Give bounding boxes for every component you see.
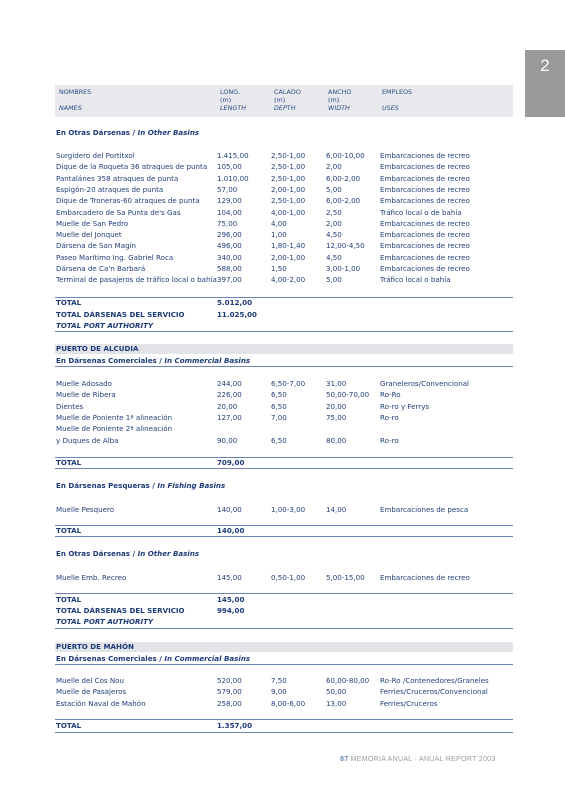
cell-name: Espigón-20 atraques de punta <box>56 184 164 194</box>
cell-depth: 4,00-2,00 <box>271 275 306 285</box>
divider <box>55 593 513 594</box>
cell-uses: Embarcaciones de pesca <box>380 505 469 514</box>
table-row <box>56 253 513 263</box>
cell-depth: 1,00-3,00 <box>271 505 306 514</box>
cell-width: 4,50 <box>326 252 342 262</box>
cell-uses: Tráfico local o de bahía <box>380 207 462 217</box>
cell-uses: Embarcaciones de recreo <box>380 151 470 160</box>
cell-depth: 1,50 <box>271 264 287 273</box>
table-row <box>56 390 513 400</box>
cell-uses: Graneleros/Convencional <box>380 379 470 388</box>
cell-length: 20,00 <box>217 401 238 411</box>
cell-uses: Ro-ro <box>380 435 399 445</box>
cell-name: Muelle de San Pedro <box>56 218 129 228</box>
cell-length: 1.010,00 <box>217 173 249 183</box>
cell-name: Terminal de pasajeros de tráfico local o bahía <box>56 275 217 285</box>
port-band-alcudia: PUERTO DE ALCUDIA <box>55 344 513 354</box>
page-footer <box>340 756 496 763</box>
total-service-row: TOTAL DÁRSENAS DEL SERVICIO 11.025,00 <box>56 310 257 319</box>
cell-name: Muelle Emb. Recreo <box>56 573 127 582</box>
section-other-basins: En Otras Dársenas / In Other Basins <box>56 128 200 137</box>
cell-width: 13,00 <box>326 698 347 708</box>
table-header <box>55 85 513 117</box>
cell-name: Pantalánes 358 atraques de punta <box>56 173 179 183</box>
cell-depth: 2,00-1,00 <box>271 252 306 262</box>
cell-depth: 8,00-6,00 <box>271 698 306 708</box>
cell-uses: Embarcaciones de recreo <box>380 252 470 262</box>
table-row <box>56 264 513 274</box>
header-names: NOMBRES NAMES <box>59 88 92 112</box>
cell-width: 14,00 <box>326 505 347 514</box>
cell-depth: 7,50 <box>271 676 287 685</box>
cell-length: 340,00 <box>217 252 242 262</box>
table-row <box>56 230 513 240</box>
table-row <box>56 379 513 389</box>
total-service-row: TOTAL DÁRSENAS DEL SERVICIO 994,00 <box>56 606 245 615</box>
cell-length: 104,00 <box>217 207 242 217</box>
header-length: LONG. (m) LENGTH <box>220 88 247 112</box>
cell-uses: Ferries/Cruceros <box>380 698 438 708</box>
cell-depth: 4,00 <box>271 218 287 228</box>
cell-width: 2,00 <box>326 218 342 228</box>
table-row <box>56 505 513 515</box>
cell-name: Muelle de Poniente 1ª alineación <box>56 412 173 422</box>
cell-depth: 4,00-1,00 <box>271 207 306 217</box>
cell-width: 5,00-15,00 <box>326 573 365 582</box>
total-row: TOTAL 1.357,00 <box>56 721 253 730</box>
cell-length: 244,00 <box>217 379 242 388</box>
cell-depth: 2,50-1,00 <box>271 196 306 206</box>
divider <box>55 468 513 469</box>
header-uses: EMPLEOS USES <box>382 88 413 112</box>
table-row <box>56 699 513 709</box>
cell-name: Surgidero del Portitxol <box>56 151 135 160</box>
cell-depth: 6,50 <box>271 390 287 400</box>
cell-width: 5,00 <box>326 275 342 285</box>
cell-width: 2,50 <box>326 207 342 217</box>
footer-text: MEMORIA ANUAL · ANUAL REPORT 2003 <box>350 756 496 763</box>
cell-uses: Embarcaciones de recreo <box>380 241 470 251</box>
cell-width: 6,00-2,00 <box>326 173 361 183</box>
port-band-mahon: PUERTO DE MAHÓN <box>55 642 513 652</box>
divider <box>55 719 513 720</box>
cell-uses: Ro-ro y Ferrys <box>380 401 430 411</box>
cell-uses: Embarcaciones de recreo <box>380 230 470 240</box>
header-width: ANCHO (m) WIDTH <box>328 88 352 112</box>
total-row: TOTAL 5.012,00 <box>56 298 253 307</box>
table-row <box>56 573 513 583</box>
table-row <box>56 676 513 686</box>
cell-uses: Ro-Ro /Contenedores/Graneles <box>380 676 489 685</box>
cell-length: 496,00 <box>217 241 242 251</box>
table-row <box>56 241 513 251</box>
table-row <box>56 162 513 172</box>
table-row <box>56 219 513 229</box>
total-row: TOTAL 709,00 <box>56 458 245 467</box>
cell-depth: 6,50 <box>271 401 287 411</box>
cell-uses: Ro-Ro <box>380 390 401 400</box>
total-row: TOTAL 140,00 <box>56 526 245 535</box>
cell-uses: Embarcaciones de recreo <box>380 162 470 172</box>
cell-uses: Embarcaciones de recreo <box>380 573 470 582</box>
table-row <box>56 687 513 697</box>
page-number: 87 <box>340 756 349 763</box>
chapter-number: 2 <box>540 56 550 75</box>
section-commercial-basins: En Dársenas Comerciales / In Commercial Basins <box>56 356 251 365</box>
cell-depth: 2,00-1,00 <box>271 184 306 194</box>
divider <box>55 628 513 629</box>
total-row: TOTAL 145,00 <box>56 595 245 604</box>
table-row <box>56 424 513 434</box>
cell-uses: Ro-ro <box>380 412 399 422</box>
cell-width: 6,00-2,00 <box>326 196 361 206</box>
cell-name: Muelle del Jonquet <box>56 230 122 240</box>
cell-depth: 7,00 <box>271 412 287 422</box>
header-depth: CALADO (m) DEPTH <box>274 88 301 112</box>
cell-depth: 2,50-1,00 <box>271 162 306 172</box>
cell-width: 5,00 <box>326 184 342 194</box>
cell-name: Muelle de Poniente 2ª alineación <box>56 424 173 434</box>
cell-name: Dique de Troneras-60 atraques de punta <box>56 196 200 206</box>
cell-name: Muelle Adosado <box>56 379 112 388</box>
cell-length: 258,00 <box>217 698 242 708</box>
table-row <box>56 185 513 195</box>
cell-name: Muelle de Ribera <box>56 390 116 400</box>
cell-length: 90,00 <box>217 435 238 445</box>
cell-name: Muelle del Cos Nou <box>56 676 125 685</box>
table-row <box>56 275 513 285</box>
section-commercial-basins-2: En Dársenas Comerciales / In Commercial Basins <box>56 654 251 663</box>
divider <box>55 331 513 332</box>
cell-uses: Embarcaciones de recreo <box>380 184 470 194</box>
cell-name: Muelle de Pasajeros <box>56 687 127 697</box>
cell-width: 31,00 <box>326 379 347 388</box>
table-row <box>56 174 513 184</box>
cell-depth: 6,50-7,00 <box>271 379 306 388</box>
table-row <box>56 151 513 161</box>
cell-depth: 2,50-1,00 <box>271 151 306 160</box>
table-row <box>56 208 513 218</box>
cell-width: 2,00 <box>326 162 342 172</box>
cell-width: 4,50 <box>326 230 342 240</box>
cell-depth: 2,50-1,00 <box>271 173 306 183</box>
cell-uses: Tráfico local o bahía <box>380 275 451 285</box>
chapter-tab <box>525 50 565 117</box>
cell-depth: 0,50-1,00 <box>271 573 306 582</box>
cell-length: 520,00 <box>217 676 242 685</box>
cell-name: Paseo Marítimo Ing. Gabriel Roca <box>56 252 174 262</box>
cell-uses: Embarcaciones de recreo <box>380 196 470 206</box>
cell-width: 3,00-1,00 <box>326 264 361 273</box>
cell-width: 50,00-70,00 <box>326 390 370 400</box>
cell-length: 579,00 <box>217 687 242 697</box>
cell-uses: Embarcaciones de recreo <box>380 173 470 183</box>
cell-width: 80,00 <box>326 435 347 445</box>
cell-name: y Duques de Alba <box>56 435 119 445</box>
cell-length: 397,00 <box>217 275 242 285</box>
cell-length: 129,00 <box>217 196 242 206</box>
cell-length: 75,00 <box>217 218 238 228</box>
cell-length: 57,00 <box>217 184 238 194</box>
table-row <box>56 196 513 206</box>
cell-depth: 6,50 <box>271 435 287 445</box>
total-port-authority-label: TOTAL PORT AUTHORITY <box>56 321 154 330</box>
cell-name: Dientes <box>56 401 84 411</box>
section-fishing-basins: En Dársenas Pesqueras / In Fishing Basins <box>56 481 226 490</box>
cell-name: Embarcadero de Sa Punta de's Gas <box>56 207 181 217</box>
section-other-basins-2: En Otras Dársenas / In Other Basins <box>56 549 200 558</box>
cell-depth: 9,00 <box>271 687 287 697</box>
cell-name: Muelle Pesquero <box>56 505 115 514</box>
cell-length: 1.415,00 <box>217 151 249 160</box>
cell-depth: 1,80-1,40 <box>271 241 306 251</box>
total-port-authority-label: TOTAL PORT AUTHORITY <box>56 617 154 626</box>
cell-length: 105,00 <box>217 162 242 172</box>
cell-name: Dique de la Roqueta 36 atraques de punta <box>56 162 208 172</box>
cell-width: 60,00-80,00 <box>326 676 370 685</box>
cell-name: Dársena de Ca'n Barbará <box>56 264 146 273</box>
cell-name: Dársena de San Magín <box>56 241 137 251</box>
divider <box>55 536 513 537</box>
table-row <box>56 413 513 423</box>
cell-depth: 1,00 <box>271 230 287 240</box>
cell-width: 20,00 <box>326 401 347 411</box>
cell-width: 6,00-10,00 <box>326 151 365 160</box>
cell-width: 50,00 <box>326 687 347 697</box>
cell-length: 140,00 <box>217 505 242 514</box>
cell-uses: Embarcaciones de recreo <box>380 218 470 228</box>
divider <box>55 732 513 733</box>
cell-uses: Embarcaciones de recreo <box>380 264 470 273</box>
divider <box>55 664 513 665</box>
divider <box>55 366 513 367</box>
cell-uses: Ferries/Cruceros/Convencional <box>380 687 488 697</box>
cell-length: 226,00 <box>217 390 242 400</box>
table-row <box>56 436 513 446</box>
cell-length: 145,00 <box>217 573 242 582</box>
cell-length: 588,00 <box>217 264 242 273</box>
cell-length: 296,00 <box>217 230 242 240</box>
cell-width: 75,00 <box>326 412 347 422</box>
cell-length: 127,00 <box>217 412 242 422</box>
cell-name: Estación Naval de Mahón <box>56 698 146 708</box>
table-row <box>56 402 513 412</box>
cell-width: 12,00-4,50 <box>326 241 365 251</box>
